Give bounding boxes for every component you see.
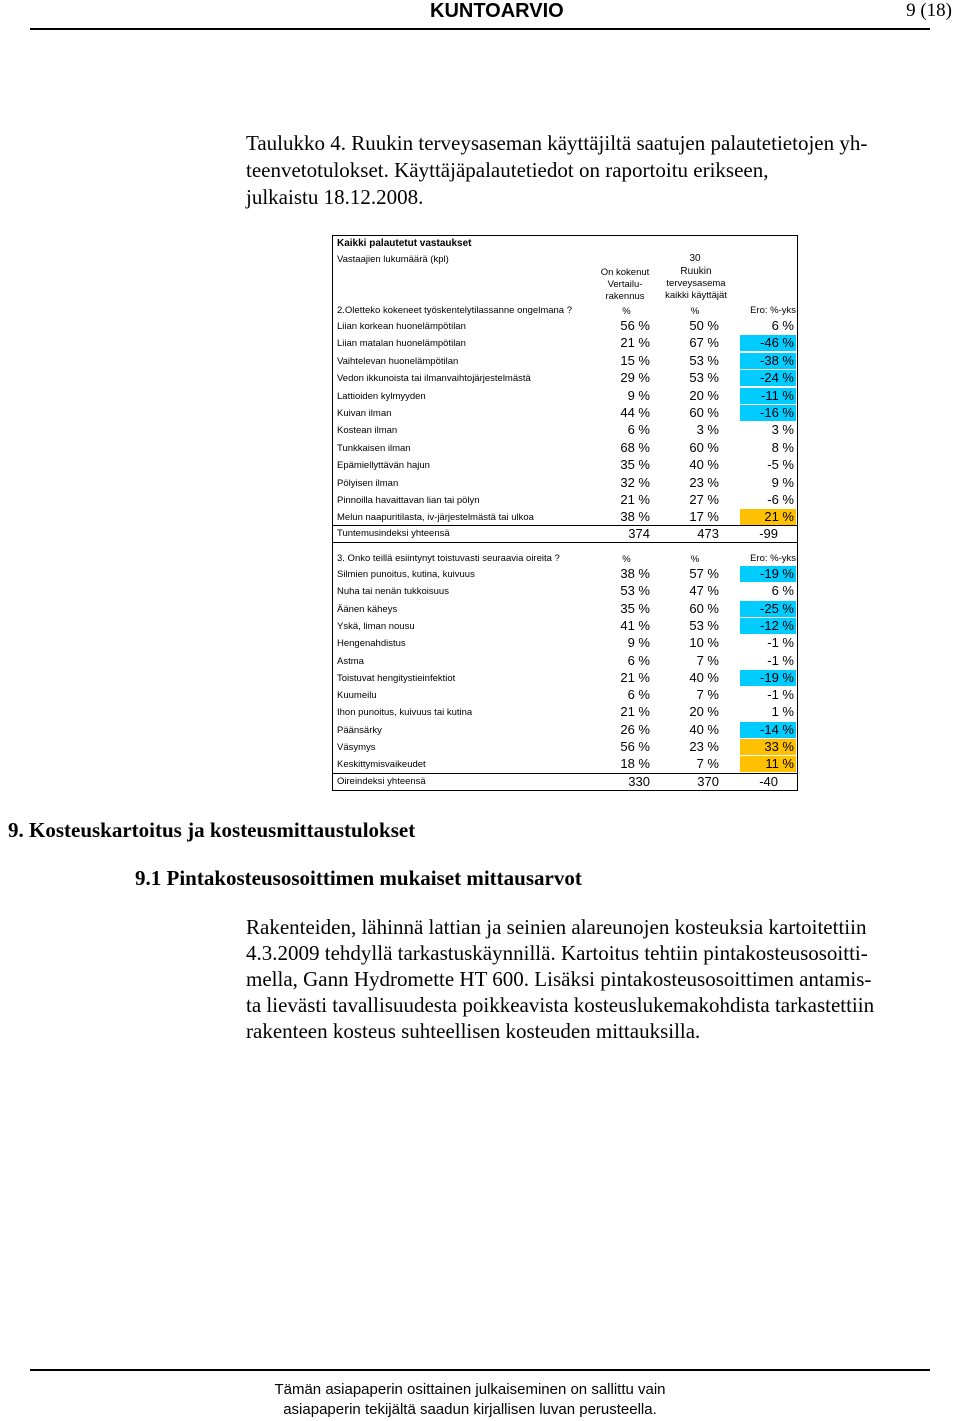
row-value-v3: -6 %: [767, 492, 794, 507]
section-9-1-paragraph: [246, 914, 936, 1044]
row-label: Astma: [337, 655, 364, 667]
section1-total-v2: 473: [697, 526, 719, 541]
section2-total-v3: -40: [759, 774, 778, 789]
row-value-v3: -14 %: [740, 722, 796, 738]
row-value-v2: 7 %: [696, 756, 719, 772]
row-value-v1: 68 %: [620, 439, 650, 455]
row-value-v2: 60 %: [689, 405, 719, 420]
row-value-v2: 60 %: [689, 600, 719, 616]
row-label: Epämiellyttävän hajun: [337, 460, 430, 472]
page-number: 9 (18): [906, 0, 952, 21]
footer-rule: [30, 1369, 930, 1371]
row-value-v2: 23 %: [689, 739, 719, 754]
row-value-v3: 8 %: [771, 439, 794, 455]
row-value-v1: 21 %: [620, 335, 650, 351]
row-label: Pinnoilla havaittavan lian tai pölyn: [337, 495, 480, 506]
caption-line: Taulukko 4. Ruukin terveysaseman käyttäjiltä saatujen palautetietojen yh-: [246, 131, 868, 155]
row-value-v3: -16 %: [740, 405, 796, 421]
header-title: KUNTOARVIO: [430, 0, 564, 22]
row-value-v1: 44 %: [620, 405, 650, 420]
row-label: Liian korkean huonelämpötilan: [337, 321, 466, 332]
row-value-v2: 53 %: [689, 352, 719, 368]
row-value-v1: 6 %: [627, 687, 650, 703]
section-9-heading: 9. Kosteuskartoitus ja kosteusmittaustulokset: [8, 818, 416, 842]
row-value-v1: 38 %: [620, 509, 650, 525]
row-label: Vaihtelevan huonelämpötilan: [337, 355, 459, 367]
row-label: Yskä, liman nousu: [337, 620, 415, 632]
row-value-v1: 18 %: [620, 756, 650, 772]
row-value-v1: 9 %: [627, 635, 650, 651]
row-label: Nuha tai nenän tukkoisuus: [337, 586, 449, 598]
section2-col1-unit: %: [622, 554, 631, 565]
row-label: Vedon ikkunoista tai ilmanvaihtojärjestelmästä: [337, 373, 531, 385]
row-label: Tunkkaisen ilman: [337, 442, 411, 454]
row-label: Lattioiden kylmyyden: [337, 390, 426, 402]
row-label: Toistuvat hengitystieinfektiot: [337, 672, 456, 684]
row-value-v1: 56 %: [620, 318, 650, 333]
row-value-v3: -1 %: [767, 687, 794, 703]
section-9-1-heading: 9.1 Pintakosteusosoittimen mukaiset mittausarvot: [135, 866, 582, 890]
paragraph-line: rakenteen kosteus suhteellisen kosteuden mittauksilla.: [246, 1019, 701, 1043]
row-value-v1: 35 %: [620, 457, 650, 473]
row-value-v3: -1 %: [767, 635, 794, 651]
row-label: Kuivan ilman: [337, 408, 392, 419]
row-value-v2: 40 %: [689, 669, 719, 685]
table-title: Kaikki palautetut vastaukset: [337, 238, 472, 249]
row-label: Silmien punoitus, kutina, kuivuus: [337, 569, 475, 580]
row-value-v2: 27 %: [689, 492, 719, 507]
row-value-v3: -25 %: [740, 601, 796, 617]
col1-header-line: On kokenut: [600, 267, 650, 278]
row-value-v3: -1 %: [767, 652, 794, 668]
section1-col3-unit: Ero: %-yks: [750, 305, 796, 316]
section2-col3-unit: Ero: %-yks: [750, 553, 796, 564]
paragraph-line: Rakenteiden, lähinnä lattian ja seinien alareunojen kosteuksia kartoitettiin: [246, 915, 867, 939]
row-value-v1: 9 %: [627, 387, 650, 403]
total2-rule: [333, 773, 797, 774]
row-value-v1: 21 %: [620, 492, 650, 507]
row-value-v2: 23 %: [689, 474, 719, 490]
row-value-v2: 47 %: [689, 583, 719, 599]
row-value-v2: 57 %: [689, 566, 719, 581]
col2-header: [663, 266, 729, 302]
footer-line: Tämän asiapaperin osittainen julkaiseminen on sallittu vain: [274, 1381, 666, 1398]
section1-question: 2.Oletteko kokeneet työskentelytilassanne ongelmana ?: [337, 305, 573, 316]
row-label: Kuumeilu: [337, 690, 377, 702]
row-value-v2: 50 %: [689, 318, 719, 333]
section2-question: 3. Onko teillä esiintynyt toistuvasti seuraavia oireita ?: [337, 553, 560, 564]
row-value-v3: 1 %: [771, 704, 794, 720]
row-value-v3: -5 %: [767, 457, 794, 473]
paragraph-line: 4.3.2009 tehdyllä tarkastuskäynnillä. Kartoitus tehtiin pintakosteusosoitti-: [246, 941, 868, 965]
row-value-v1: 38 %: [620, 566, 650, 581]
col1-header-line: Vertailu-: [607, 279, 643, 290]
row-value-v1: 56 %: [620, 739, 650, 754]
row-label: Keskittymisvaikeudet: [337, 759, 426, 771]
row-value-v1: 53 %: [620, 583, 650, 599]
row-value-v3: -19 %: [740, 566, 796, 582]
section1-total-v3: -99: [759, 526, 778, 541]
row-label: Ihon punoitus, kuivuus tai kutina: [337, 707, 473, 719]
row-label: Kostean ilman: [337, 425, 398, 437]
section2-total-label: Oireindeksi yhteensä: [337, 776, 426, 787]
row-label: Hengenahdistus: [337, 638, 406, 650]
row-value-v1: 41 %: [620, 617, 650, 633]
row-value-v3: -12 %: [740, 618, 796, 634]
row-value-v2: 40 %: [689, 721, 719, 737]
row-value-v3: 6 %: [771, 583, 794, 599]
respondents-count: 30: [689, 253, 701, 264]
row-value-v1: 21 %: [620, 704, 650, 720]
row-value-v3: 9 %: [771, 474, 794, 490]
row-value-v3: 33 %: [740, 739, 796, 755]
row-value-v3: 3 %: [771, 422, 794, 438]
feedback-table: [332, 235, 798, 791]
row-label: Liian matalan huonelämpötilan: [337, 338, 466, 350]
row-value-v3: 11 %: [740, 756, 796, 772]
table-caption: [246, 130, 936, 211]
caption-line: teenvetotulokset. Käyttäjäpalautetiedot on raportoitu erikseen,: [246, 158, 769, 182]
row-value-v1: 6 %: [627, 652, 650, 668]
section1-total-label: Tuntemusindeksi yhteensä: [337, 528, 450, 539]
row-value-v1: 15 %: [620, 352, 650, 368]
footer-line: asiapaperin tekijältä saadun kirjallisen luvan perusteella.: [283, 1401, 657, 1418]
row-value-v1: 26 %: [620, 721, 650, 737]
row-value-v1: 6 %: [627, 422, 650, 438]
section2-total-v1: 330: [628, 774, 650, 789]
section1-col2-unit: %: [690, 306, 700, 317]
row-value-v3: -11 %: [740, 388, 796, 404]
row-label: Väsymys: [337, 742, 376, 753]
section2-total-v2: 370: [697, 774, 719, 789]
row-value-v2: 7 %: [696, 652, 719, 668]
respondents-label: Vastaajien lukumäärä (kpl): [337, 254, 449, 265]
row-label: Äänen käheys: [337, 603, 398, 615]
row-value-v2: 7 %: [696, 687, 719, 703]
row-label: Melun naapuritilasta, iv-järjestelmästä tai ulkoa: [337, 512, 534, 524]
page-header: [0, 0, 960, 30]
row-value-v1: 21 %: [620, 669, 650, 685]
col2-header-line: terveysasema: [666, 278, 726, 289]
header-rule: [30, 28, 930, 30]
row-value-v2: 60 %: [689, 439, 719, 455]
row-value-v3: -24 %: [740, 370, 796, 386]
row-value-v2: 20 %: [689, 704, 719, 720]
caption-line: julkaistu 18.12.2008.: [246, 185, 424, 209]
section1-total-v1: 374: [628, 526, 650, 541]
row-value-v3: 6 %: [771, 318, 794, 333]
row-value-v1: 35 %: [620, 600, 650, 616]
row-value-v2: 17 %: [689, 509, 719, 525]
row-value-v3: 21 %: [740, 509, 796, 525]
row-value-v2: 53 %: [689, 370, 719, 386]
row-value-v3: -38 %: [740, 353, 796, 369]
row-value-v2: 10 %: [689, 635, 719, 651]
row-value-v2: 20 %: [689, 387, 719, 403]
row-value-v3: -46 %: [740, 335, 796, 351]
paragraph-line: mella, Gann Hydromette HT 600. Lisäksi pintakosteusosoittimen antamis-: [246, 967, 872, 991]
col1-header-line: rakennus: [605, 291, 645, 302]
total1-rule: [333, 525, 797, 526]
row-label: Pölyisen ilman: [337, 477, 399, 489]
total1-bottom-rule: [333, 542, 797, 543]
row-value-v2: 53 %: [689, 617, 719, 633]
page-footer: [0, 1380, 940, 1420]
row-label: Päänsärky: [337, 724, 382, 736]
row-value-v2: 40 %: [689, 457, 719, 473]
section2-col2-unit: %: [690, 554, 700, 565]
row-value-v3: -19 %: [740, 670, 796, 686]
row-value-v2: 67 %: [689, 335, 719, 351]
col1-header: [595, 267, 655, 303]
col2-header-line: Ruukin: [680, 266, 712, 277]
row-value-v2: 3 %: [696, 422, 719, 438]
section1-col1-unit: %: [622, 306, 631, 317]
row-value-v1: 32 %: [620, 474, 650, 490]
col2-header-line: kaikki käyttäjät: [665, 290, 727, 301]
paragraph-line: ta lievästi tavallisuudesta poikkeavista kosteuslukemakohdista tarkastettiin: [246, 993, 875, 1017]
row-value-v1: 29 %: [620, 370, 650, 386]
